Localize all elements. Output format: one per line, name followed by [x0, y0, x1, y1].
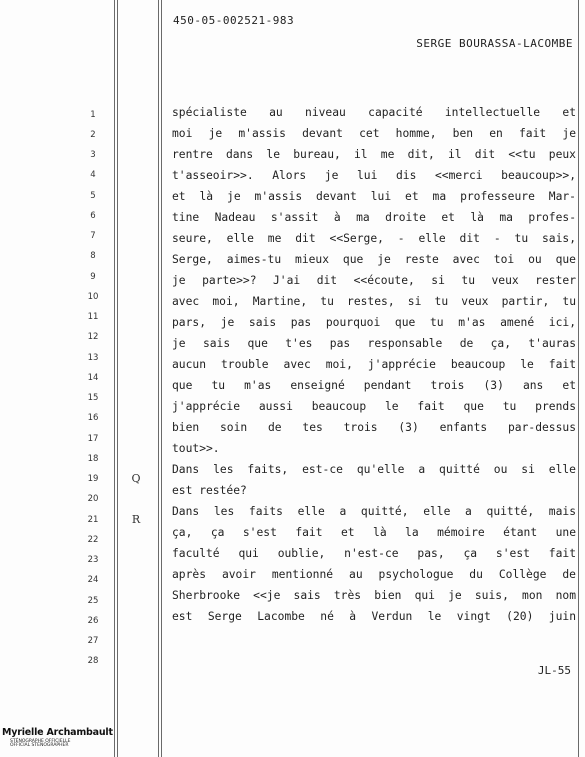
line-number: 12 [87, 332, 99, 342]
transcript-line: t'asseoir>>. Alors je lui dis <<merci beaucoup>>, [172, 169, 576, 182]
stenographer-title-en: OFFICIAL STENOGRAPHER [10, 743, 69, 748]
transcript-line: seure, elle me dit <<Serge, - elle dit - tu sais, [172, 232, 576, 245]
transcript-line: tout>>. [172, 442, 220, 455]
margin-rule-text-inner [161, 0, 162, 757]
stenographer-stamp [2, 728, 112, 749]
line-number: 11 [87, 312, 99, 322]
speaker-question-marker: Q [131, 472, 141, 485]
line-number: 15 [87, 393, 99, 403]
witness-name: SERGE BOURASSA-LACOMBE [416, 37, 573, 50]
line-number: 18 [87, 454, 99, 464]
transcript-line: moi je m'assis devant cet homme, ben en fait je [172, 127, 576, 140]
line-number: 1 [90, 110, 96, 120]
transcript-line: Sherbrooke <<je sais très bien qui je suis, mon nom [172, 589, 576, 602]
transcript-line: ça, ça s'est fait et là la mémoire étant une [172, 526, 576, 539]
transcript-line: est restée? [172, 484, 247, 497]
transcript-line: Dans les faits elle a quitté, elle a quitté, mais [172, 505, 576, 518]
line-number: 27 [87, 636, 99, 646]
transcript-line: spécialiste au niveau capacité intellectuelle et [172, 106, 576, 119]
page-code: JL-55 [537, 664, 571, 677]
line-number: 7 [90, 231, 96, 241]
transcript-line: est Serge Lacombe né à Verdun le vingt (20) juin [172, 610, 576, 623]
line-number: 5 [90, 191, 96, 201]
transcript-line: je sais que t'es pas responsable de ça, t'auras [172, 337, 576, 350]
transcript-line: tine Nadeau s'assit à ma droite et là ma profes- [172, 211, 576, 224]
margin-rule-text-outer [158, 0, 159, 757]
line-number: 9 [90, 272, 96, 282]
margin-rule-right [578, 0, 579, 757]
line-number: 23 [87, 555, 99, 565]
transcript-line: faculté qui oublie, n'est-ce pas, ça s'est fait [172, 547, 576, 560]
line-number: 8 [90, 251, 96, 261]
transcript-line: que tu m'as enseigné pendant trois (3) ans et [172, 379, 576, 392]
stenographer-title-fr: STÉNOGRAPHE OFFICIELLE [10, 738, 71, 744]
line-number: 17 [87, 434, 99, 444]
line-number: 6 [90, 211, 96, 221]
transcript-line: après avoir mentionné au psychologue du Collège de [172, 568, 576, 581]
line-number: 19 [87, 474, 99, 484]
transcript-line: pars, je sais pas pourquoi que tu m'as amené ici, [172, 316, 576, 329]
margin-rule-left-outer [114, 0, 115, 757]
speaker-answer-marker: R [131, 513, 141, 526]
line-number: 24 [87, 575, 99, 585]
transcript-line: j'apprécie aussi beaucoup le fait que tu prends [172, 400, 576, 413]
line-number: 21 [87, 515, 99, 525]
line-number: 14 [87, 373, 99, 383]
line-number: 4 [90, 170, 96, 180]
line-number: 20 [87, 494, 99, 504]
transcript-line: et là je m'assis devant lui et ma professeure Mar- [172, 190, 576, 203]
transcript-line: Dans les faits, est-ce qu'elle a quitté ou si elle [172, 463, 576, 476]
transcript-line: rentre dans le bureau, il me dit, il dit <<tu peux [172, 148, 576, 161]
transcript-line: avec moi, Martine, tu restes, si tu veux partir, tu [172, 295, 576, 308]
line-number: 10 [87, 292, 99, 302]
line-number: 26 [87, 616, 99, 626]
line-number: 3 [90, 150, 96, 160]
transcript-line: Serge, aimes-tu mieux que je reste avec toi ou que [172, 253, 576, 266]
case-number: 450-05-002521-983 [173, 14, 295, 27]
line-number: 25 [87, 596, 99, 606]
line-number: 16 [87, 413, 99, 423]
line-number: 13 [87, 353, 99, 363]
line-number: 22 [87, 535, 99, 545]
transcript-line: je parte>>? J'ai dit <<écoute, si tu veux rester [172, 274, 576, 287]
margin-rule-left-inner [117, 0, 118, 757]
transcript-line: bien soin de tes trois (3) enfants par-dessus [172, 421, 576, 434]
stenographer-name: Myrielle Archambault [2, 727, 113, 738]
line-number: 28 [87, 656, 99, 666]
transcript-line: aucun trouble avec moi, j'apprécie beaucoup le fait [172, 358, 576, 371]
line-number: 2 [90, 130, 96, 140]
